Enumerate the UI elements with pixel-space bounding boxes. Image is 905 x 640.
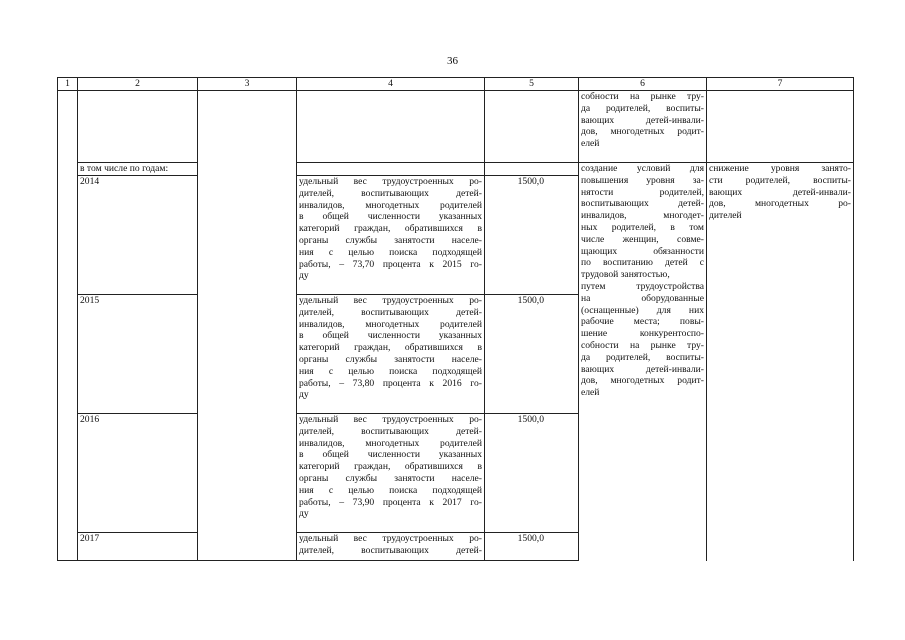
indicator-cell: удельный вес трудоустроенных ро- дителей, воспитывающих детей- инвалидов, многодетных родителей в общей численности указанных категорий граждан, обратившихся в органы службы занятости населе- ния с целью поиска подходящей работы, – 73,70 процента к 2015 го- ду bbox=[297, 176, 485, 295]
indicator-cell: удельный вес трудоустроенных ро- дителей, воспитывающих детей- bbox=[297, 533, 485, 561]
column-number-header bbox=[58, 78, 854, 91]
text-line: да родителей, воспиты- bbox=[581, 102, 704, 114]
amount-cell: 1500,0 bbox=[485, 533, 579, 561]
indicator-change-cell: снижение уровня занято- сти родителей, воспиты- вающих детей-инвали- дов, многодетных ро- дителей bbox=[707, 163, 854, 561]
header-cell: 2 bbox=[78, 78, 198, 91]
year-cell: 2014 bbox=[78, 176, 198, 295]
subtitle-row bbox=[58, 163, 854, 176]
header-cell: 3 bbox=[198, 78, 297, 91]
header-cell: 6 bbox=[579, 78, 707, 91]
amount-cell: 1500,0 bbox=[485, 414, 579, 533]
continuation-row bbox=[58, 91, 854, 163]
subtitle-cell: в том числе по годам: bbox=[78, 163, 198, 176]
year-cell: 2016 bbox=[78, 414, 198, 533]
year-cell: 2017 bbox=[78, 533, 198, 561]
text-line: собности на рынке тру- bbox=[581, 91, 704, 102]
amount-cell: 1500,0 bbox=[485, 176, 579, 295]
text-line: вающих детей-инвали- bbox=[581, 114, 704, 126]
indicator-cell: удельный вес трудоустроенных ро- дителей, воспитывающих детей- инвалидов, многодетных родителей в общей численности указанных категорий граждан, обратившихся в органы службы занятости населе- ния с целью поиска подходящей работы, – 73,90 процента к 2017 го- ду bbox=[297, 414, 485, 533]
year-cell: 2015 bbox=[78, 295, 198, 414]
page-number: 36 bbox=[447, 55, 458, 67]
expected-result-cell: создание условий для повышения уровня за- нятости родителей, воспитывающих детей- инвалидов, многодет- ных родителей, в том числе женщин, совме- щающих обязанности по воспитанию детей с трудовой занятостью, путем трудоустройства на оборудованные (оснащенные) для них рабочие места; повы- шение конкурентоспо- собности на рынке тру- да родителей, воспиты- вающих детей-инвали- дов, многодетных родит- елей bbox=[579, 163, 707, 561]
header-cell: 5 bbox=[485, 78, 579, 91]
header-cell: 4 bbox=[297, 78, 485, 91]
continuation-result-cell bbox=[579, 91, 707, 163]
amount-cell: 1500,0 bbox=[485, 295, 579, 414]
text-line: дов, многодетных родит- bbox=[581, 126, 704, 138]
indicator-cell: удельный вес трудоустроенных ро- дителей, воспитывающих детей- инвалидов, многодетных родителей в общей численности указанных категорий граждан, обратившихся в органы службы занятости населе- ния с целью поиска подходящей работы, – 73,80 процента к 2016 го- ду bbox=[297, 295, 485, 414]
header-cell: 1 bbox=[58, 78, 78, 91]
text-line: елей bbox=[581, 138, 600, 150]
header-cell: 7 bbox=[707, 78, 854, 91]
program-table bbox=[57, 77, 854, 561]
